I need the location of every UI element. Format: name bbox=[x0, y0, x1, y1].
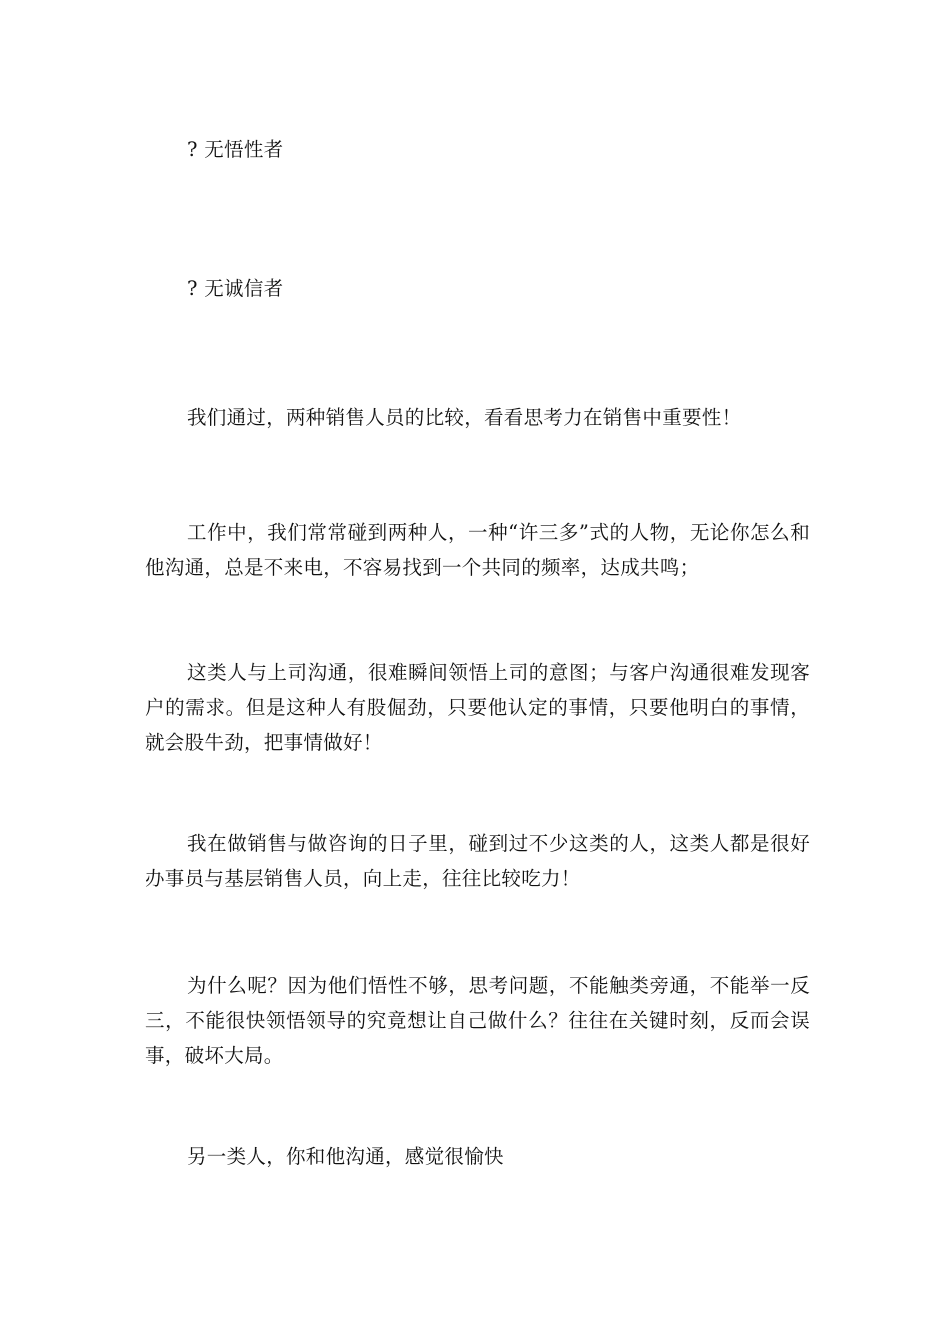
body-paragraph: 这类人与上司沟通，很难瞬间领悟上司的意图；与客户沟通很难发现客户的需求。但是这种人有股倔劲，只要他认定的事情，只要他明白的事情，就会股牛劲，把事情做好！ bbox=[145, 661, 810, 754]
body-paragraph: 工作中，我们常常碰到两种人，一种“许三多”式的人物，无论你怎么和他沟通，总是不来电，不容易找到一个共同的频率，达成共鸣； bbox=[145, 521, 810, 579]
body-paragraph: 另一类人，你和他沟通，感觉很愉快 bbox=[187, 1145, 504, 1168]
bullet-item-no-integrity: ? 无诚信者 bbox=[187, 277, 284, 300]
body-paragraph: 我在做销售与做咨询的日子里，碰到过不少这类的人，这类人都是很好办事员与基层销售人员，向上走，往往比较吃力！ bbox=[145, 832, 810, 890]
bullet-item-no-insight: ? 无悟性者 bbox=[187, 138, 284, 161]
intro-paragraph: 我们通过，两种销售人员的比较，看看思考力在销售中重要性！ bbox=[187, 406, 742, 429]
body-paragraph: 为什么呢？因为他们悟性不够，思考问题，不能触类旁通，不能举一反三，不能很快领悟领导的究竟想让自己做什么？往往在关键时刻，反而会误事，破坏大局。 bbox=[145, 974, 810, 1067]
